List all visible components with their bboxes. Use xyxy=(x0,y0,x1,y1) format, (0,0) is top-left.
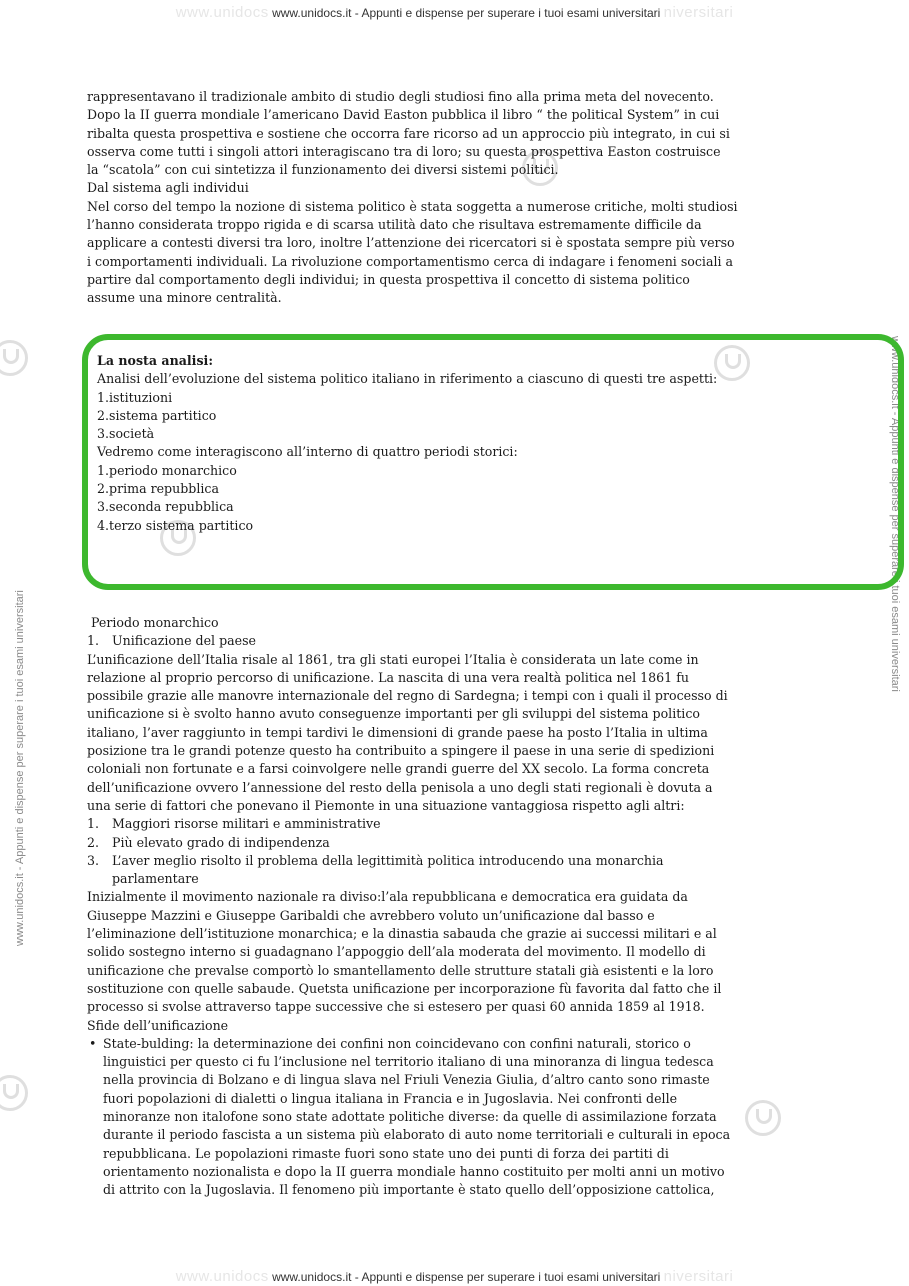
page-footer xyxy=(0,1268,909,1285)
list-text: L’aver meglio risolto il problema della legittimità politica introducendo una monarchia xyxy=(112,852,664,868)
box-line: 3.seconda repubblica xyxy=(97,499,234,515)
footer-ghost-left: www.unidocs xyxy=(175,1268,269,1285)
text-line: processo si svolse attraverso tappe successive che si estesero per quasi 60 annida 1859 al 1918. xyxy=(87,999,705,1015)
box-line: 3.società xyxy=(97,426,155,442)
text-line: coloniali non fortunate e a farsi coinvolgere nelle grandi guerre del XX secolo. La forma concreta xyxy=(87,761,710,777)
list-item xyxy=(87,852,827,870)
text-line: partire dal comportamento degli individui; in questa prospettiva il concetto di sistema politico xyxy=(87,271,690,287)
text-line: la “scatola” con cui sintetizza il funzionamento dei diversi sistemi politici. xyxy=(87,162,559,178)
bullet-icon: • xyxy=(89,1035,97,1051)
text-line: Inizialmente il movimento nazionale ra diviso:l’ala repubblicana e democratica era guidata da xyxy=(87,889,688,905)
list-number: 2. xyxy=(87,834,100,850)
text-line: sostituzione con quelle sabaude. Quetsta unificazione per incorporazione fù favorita dal fatto che il xyxy=(87,980,722,996)
bullet-line: fuori popolazioni di dialetti o lingua italiana in Francia e in Jugoslavia. Nei confronti delle xyxy=(103,1090,678,1106)
list-item xyxy=(87,815,827,833)
section-heading: Periodo monarchico xyxy=(91,615,219,630)
text-line: osserva come tutti i singoli attori interagiscano tra di loro; su questa prospettiva Easton costruisce xyxy=(87,143,721,159)
box-title: La nosta analisi: xyxy=(97,353,213,368)
analysis-box xyxy=(82,334,904,590)
bullet-line: durante il periodo fascista a un sistema più elaborato di auto nome territoriali e culturali in epoca xyxy=(103,1127,731,1143)
header-ghost-right: niversitari xyxy=(663,4,734,21)
text-line: Nel corso del tempo la nozione di sistema politico è stata soggetta a numerose critiche, molti studiosi xyxy=(87,198,738,214)
list-text: parlamentare xyxy=(112,871,199,887)
box-line: Vedremo come interagiscono all’interno di quattro periodi storici: xyxy=(97,444,518,460)
box-line: Analisi dell’evoluzione del sistema politico italiano in riferimento a ciascuno di questi tre aspetti: xyxy=(97,371,718,387)
text-line: l’hanno considerata troppo rigida e di scarsa utilità dato che risultava estremamente difficile da xyxy=(87,217,702,233)
bullet-line: nella provincia di Bolzano e di lingua slava nel Friuli Venezia Giulia, d’altro canto sono rimaste xyxy=(103,1072,710,1088)
subheading-text: Unificazione del paese xyxy=(112,633,257,649)
text-line: italiano, l’aver raggiunto in tempi tardivi le dimensioni di grande paese ha posto l’Italia in ultima xyxy=(87,724,708,740)
bullet-line: linguistici per questo ci fu l’inclusione nel territorio italiano di una minoranza di lingua tedesca xyxy=(103,1054,714,1070)
text-line: dell’unificazione ovvero l’annessione del resto della penisola a uno degli stati regionali è dovuta a xyxy=(87,779,713,795)
text-line: possibile grazie alle manovre internazionale del regno di Sardegna; i tempi con i quali il processo di xyxy=(87,688,728,704)
bullet-line: orientamento nozionalista e dopo la II guerra mondiale hanno costituito per molti anni un motivo xyxy=(103,1163,725,1179)
section-heading: Dal sistema agli individui xyxy=(87,180,249,196)
footer-text: www.unidocs.it - Appunti e dispense per superare i tuoi esami universitari xyxy=(272,1270,661,1284)
text-line: applicare a contesti diversi tra loro, inoltre l’attenzione dei ricercatori si è spostata sempre più verso xyxy=(87,235,735,251)
list-number: 3. xyxy=(87,852,100,868)
text-line: relazione al proprio percorso di unificazione. La nascita di una vera realtà politica nel 1861 fu xyxy=(87,669,689,685)
list-item xyxy=(87,870,827,888)
bullet-item xyxy=(87,1035,827,1200)
header-ghost-left: www.unidocs xyxy=(175,4,269,21)
box-line: 2.sistema partitico xyxy=(97,407,217,423)
text-line: i comportamenti individuali. La rivoluzione comportamentismo cerca di indagare i fenomeni sociali a xyxy=(87,253,734,269)
text-line: l’eliminazione dell’istituzione monarchica; e la dinastia sabauda che grazie ai successi militari e al xyxy=(87,926,717,942)
watermark-logo-icon xyxy=(0,1075,28,1111)
text-line: ribalta questa prospettiva e sostiene che occorra fare ricorso ad un approccio più integrato, in cui si xyxy=(87,125,730,141)
section-heading: Sfide dell’unificazione xyxy=(87,1017,229,1033)
right-side-watermark: www.unidocs.it - Appunti e dispense per superare i tuoi esami universitari xyxy=(889,336,901,692)
text-line: L’unificazione dell’Italia risale al 1861, tra gli stati europei l’Italia è considerata un late come in xyxy=(87,651,699,667)
monarchic-period-section xyxy=(87,614,827,1200)
list-number: 1. xyxy=(87,816,100,832)
intro-text xyxy=(87,88,827,308)
bullet-line: di attrito con la Jugoslavia. Il fenomeno più importante è stato quello dell’opposizione cattolica, xyxy=(103,1182,715,1198)
text-line: Dopo la II guerra mondiale l’americano David Easton pubblica il libro “ the political System” in cui xyxy=(87,107,720,123)
text-line: solido sostegno interno si guadagnano l’appoggio dell’ala moderata del movimento. Il modello di xyxy=(87,944,706,960)
page-header xyxy=(0,4,909,21)
text-line: assume una minore centralità. xyxy=(87,290,282,306)
list-item xyxy=(87,834,827,852)
list-text: Più elevato grado di indipendenza xyxy=(112,834,330,850)
subheading xyxy=(87,632,827,650)
text-line: unificazione si è svolto hanno avuto conseguenze importanti per gli sviluppi del sistema politico xyxy=(87,706,700,722)
text-line: una serie di fattori che ponevano il Piemonte in una situazione vantaggiosa rispetto agli altri: xyxy=(87,797,685,813)
header-text: www.unidocs.it - Appunti e dispense per superare i tuoi esami universitari xyxy=(272,6,661,20)
text-line: Giuseppe Mazzini e Giuseppe Garibaldi che avrebbero voluto un’unificazione dal basso e xyxy=(87,907,655,923)
box-line: 2.prima repubblica xyxy=(97,481,219,497)
list-text: Maggiori risorse militari e amministrative xyxy=(112,816,381,832)
bullet-line: State-bulding: la determinazione dei confini non coincidevano con confini naturali, storico o xyxy=(103,1035,691,1051)
box-line: 4.terzo sistema partitico xyxy=(97,517,254,533)
bullet-line: minoranze non italofone sono state adottate politiche diverse: da quelle di assimilazione forzata xyxy=(103,1109,717,1125)
text-line: posizione tra le grandi potenze questo ha contribuito a spingere il paese in una serie di spedizioni xyxy=(87,743,715,759)
subheading-number: 1. xyxy=(87,633,100,649)
text-line: unificazione che prevalse comportò lo smantellamento delle strutture statali già esistenti e la loro xyxy=(87,962,714,978)
footer-ghost-right: niversitari xyxy=(663,1268,734,1285)
bullet-line: repubblicana. Le popolazioni rimaste fuori sono state uno dei punti di forza dei partiti di xyxy=(103,1145,669,1161)
box-line: 1.periodo monarchico xyxy=(97,462,237,478)
text-line: rappresentavano il tradizionale ambito di studio degli studiosi fino alla prima meta del novecento. xyxy=(87,89,714,104)
box-line: 1.istituzioni xyxy=(97,389,173,405)
left-side-watermark: www.unidocs.it - Appunti e dispense per superare i tuoi esami universitari xyxy=(14,590,26,946)
